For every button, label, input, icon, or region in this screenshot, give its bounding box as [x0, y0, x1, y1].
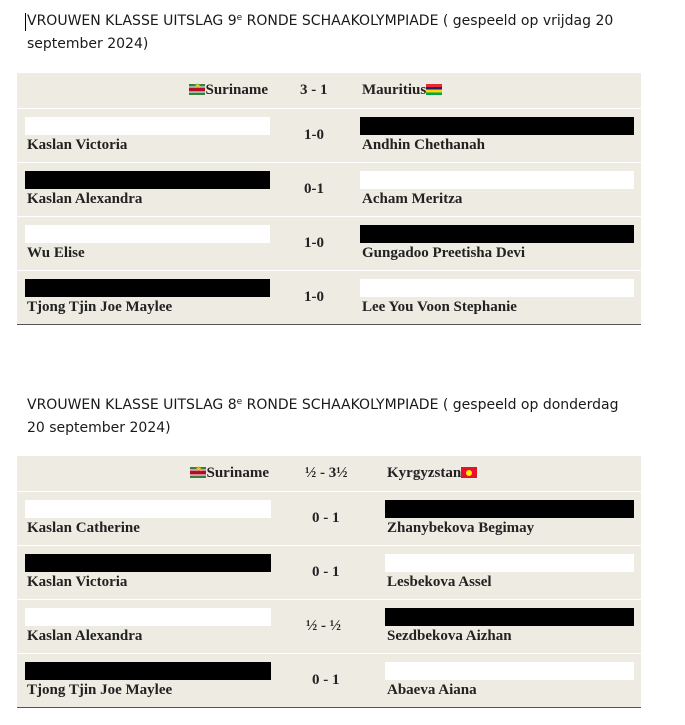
heading-superscript: e	[236, 13, 243, 23]
table-row	[17, 216, 641, 270]
redaction-bar	[385, 554, 634, 572]
suriname-flag-icon	[190, 467, 206, 478]
redaction-bar	[25, 500, 271, 518]
mauritius-flag-icon	[426, 84, 442, 95]
game-result: 0 - 1	[312, 510, 340, 526]
section-1-heading	[27, 10, 627, 56]
away-player: Lesbekova Assel	[387, 574, 492, 590]
table-header-row	[17, 455, 641, 491]
redaction-bar	[385, 662, 634, 680]
table-row	[17, 162, 641, 216]
game-result: 1-0	[304, 127, 324, 143]
table-row	[17, 653, 641, 707]
redaction-bar	[385, 608, 634, 626]
home-player: Kaslan Victoria	[27, 137, 128, 153]
home-player: Kaslan Alexandra	[27, 628, 143, 644]
away-team-cell	[387, 465, 477, 482]
table-header-row	[17, 72, 641, 108]
redaction-bar	[360, 279, 634, 297]
heading-text: RONDE SCHAAKOLYMPIADE ( gespeeld op donderdag 20 september 2024)	[27, 397, 619, 436]
redaction-bar	[25, 117, 270, 135]
home-team-name: Suriname	[205, 82, 268, 98]
home-team-cell	[189, 82, 268, 99]
redaction-bar	[385, 500, 634, 518]
redaction-bar	[360, 171, 634, 189]
redaction-bar	[25, 608, 271, 626]
game-result: 0-1	[304, 181, 324, 197]
away-player: Andhin Chethanah	[362, 137, 485, 153]
suriname-flag-icon	[189, 84, 205, 95]
table-row	[17, 491, 641, 545]
home-player: Tjong Tjin Joe Maylee	[27, 299, 173, 315]
game-result: 0 - 1	[312, 564, 340, 580]
redaction-bar	[360, 117, 634, 135]
redaction-bar	[25, 662, 271, 680]
match-score: 3 - 1	[300, 82, 328, 98]
away-player: Abaeva Aiana	[387, 682, 477, 698]
away-player: Gungadoo Preetisha Devi	[362, 245, 526, 261]
table-row	[17, 108, 641, 162]
heading-superscript: e	[236, 397, 243, 407]
redaction-bar	[25, 171, 270, 189]
home-team-cell	[190, 465, 269, 482]
match-score: ½ - 3½	[305, 465, 348, 481]
results-table-round-8	[17, 455, 641, 708]
away-player: Lee You Voon Stephanie	[362, 299, 517, 315]
home-player: Kaslan Victoria	[27, 574, 128, 590]
heading-text: VROUWEN KLASSE UITSLAG 8	[27, 397, 237, 413]
text-cursor	[25, 13, 26, 31]
away-team-name: Kyrgyzstan	[387, 465, 462, 481]
away-player: Zhanybekova Begimay	[387, 520, 535, 536]
game-result: ½ - ½	[306, 618, 341, 634]
section-2-heading	[27, 394, 627, 440]
home-player: Wu Elise	[27, 245, 85, 261]
table-row	[17, 599, 641, 653]
away-team-name: Mauritius	[362, 82, 427, 98]
home-player: Kaslan Catherine	[27, 520, 140, 536]
kyrgyzstan-flag-icon	[461, 467, 477, 478]
heading-text: RONDE SCHAAKOLYMPIADE ( gespeeld op vrijdag 20 september 2024)	[27, 13, 614, 52]
home-team-name: Suriname	[206, 465, 269, 481]
home-player: Tjong Tjin Joe Maylee	[27, 682, 173, 698]
redaction-bar	[360, 225, 634, 243]
table-row	[17, 545, 641, 599]
game-result: 0 - 1	[312, 672, 340, 688]
away-player: Acham Meritza	[362, 191, 463, 207]
away-team-cell	[362, 82, 442, 99]
redaction-bar	[25, 554, 271, 572]
redaction-bar	[25, 279, 270, 297]
away-player: Sezdbekova Aizhan	[387, 628, 512, 644]
game-result: 1-0	[304, 235, 324, 251]
home-player: Kaslan Alexandra	[27, 191, 143, 207]
table-row	[17, 270, 641, 324]
results-table-round-9	[17, 72, 641, 325]
redaction-bar	[25, 225, 270, 243]
heading-text: VROUWEN KLASSE UITSLAG 9	[27, 13, 237, 29]
game-result: 1-0	[304, 289, 324, 305]
